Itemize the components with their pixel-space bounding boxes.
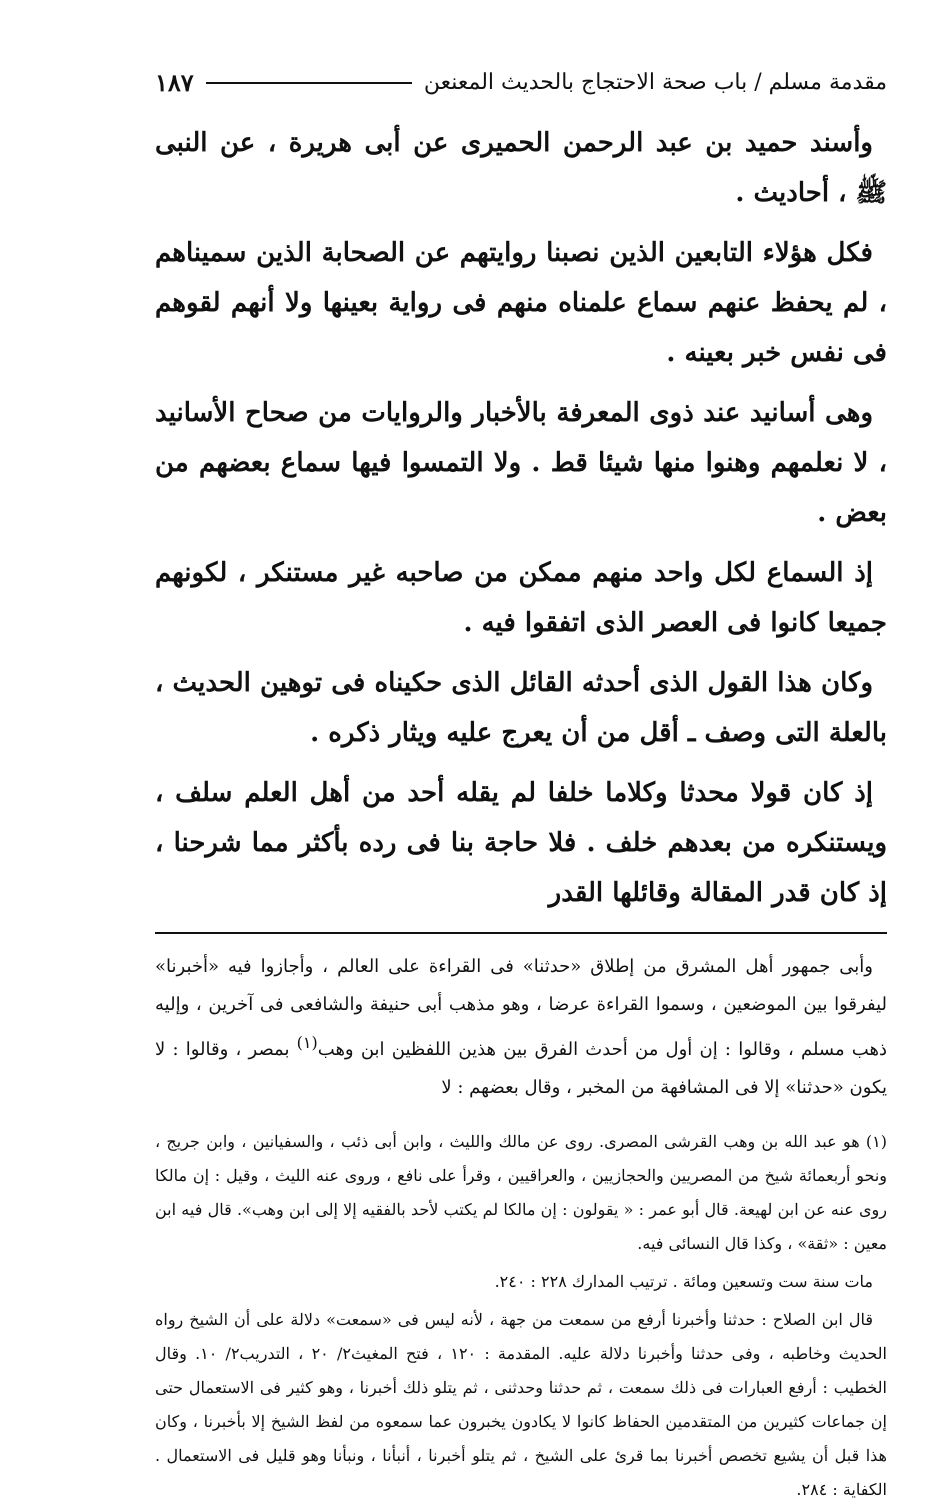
- commentary: [155, 948, 887, 1107]
- main-paragraph: إذ السماع لكل واحد منهم ممكن من صاحبه غير مستنكر ، لكونهم جميعا كانوا فى العصر الذى اتفقوا فيه .: [155, 558, 887, 638]
- footnote-paragraph: (١) هو عبد الله بن وهب القرشى المصرى. روى عن مالك والليث ، وابن أبى ذئب ، والسفيانين ، وابن جريج ، ونحو أربعمائة شيخ من المصريين والحجازيين ، والعراقيين ، وقرأ على نافع ، وروى عنه الليث ، وقيل : إن مالكا روى عنه عن ابن لهيعة. قال أبو عمر : « يقولون : إن مالكا لم يكتب لأحد بالفقيه إلا إلى ابن وهب». قال فيه ابن معين : «ثقة» ، وكذا قال النسائى فيه.: [155, 1132, 887, 1253]
- running-header-title: مقدمة مسلم / باب صحة الاحتجاج بالحديث المعنعن: [423, 70, 887, 95]
- footnote-paragraph: قال ابن الصلاح : حدثنا وأخبرنا أرفع من سمعت من جهة ، لأنه ليس فى «سمعت» دلالة على أن الشيخ رواه الحديث وخاطبه ، وفى حدثنا وأخبرنا دلالة عليه. المقدمة : ١٢٠ ، فتح المغيث٢/ ٢٠ ، التدريب٢/ ١٠. وقال الخطيب : أرفع العبارات فى ذلك سمعت ، ثم حدثنا وحدثنى ، ثم يتلو ذلك أخبرنا ، وهو كثير فى الاستعمال حتى إن جماعات كثيرين من المتقدمين الحفاظ كانوا لا يكادون يخبرون عما سمعوه من لفظ الشيخ إلا بأخبرنا ، وكان هذا قبل أن يشيع تخصص أخبرنا بما قرئ على الشيخ ، ثم يتلو أخبرنا ، أنبأنا ، ونبأنا وهو قليل فى الاستعمال . الكفاية : ٢٨٤.: [155, 1310, 887, 1499]
- footnote-paragraph: مات سنة ست وتسعين ومائة . ترتيب المدارك ٢٢٨ : ٢٤٠.: [494, 1272, 873, 1291]
- main-text: [155, 118, 887, 918]
- commentary-paragraph: [155, 948, 887, 1107]
- book-page: [155, 62, 887, 1499]
- footnote-reference-mark: (١): [296, 1033, 318, 1052]
- main-paragraph: إذ كان قولا محدثا وكلاما خلفا لم يقله أحد من أهل العلم سلف ، ويستنكره من بعدهم خلف . فلا حاجة بنا فى رده بأكثر مما شرحنا ، إذ كان قدر المقالة وقائلها القدر: [155, 778, 887, 908]
- page-number: ١٨٧: [155, 68, 194, 97]
- header-rule: [206, 82, 412, 84]
- commentary-text: وأبى جمهور أهل المشرق من إطلاق «حدثنا» فى القراءة على العالم ، وأجازوا فيه «أخبرنا» ليفرقوا بين الموضعين ، وسموا القراءة عرضا ، وهو مذهب أبى حنيفة والشافعى فى آخرين ، وإليه ذهب مسلم ، وقالوا : إن أول من أحدث الفرق بين هذين اللفظين ابن وهب: [155, 956, 887, 1060]
- main-paragraph: وأسند حميد بن عبد الرحمن الحميرى عن أبى هريرة ، عن النبى ﷺ ، أحاديث .: [155, 128, 887, 208]
- running-header: [155, 62, 887, 104]
- notes-separator-rule: [155, 932, 887, 934]
- main-paragraph: فكل هؤلاء التابعين الذين نصبنا روايتهم عن الصحابة الذين سميناهم ، لم يحفظ عنهم سماع علمناه منهم فى رواية بعينها ولا أنهم لقوهم فى نفس خبر بعينه .: [155, 238, 887, 368]
- commentary-text-continued: بمصر ، وقالوا : لا يكون «حدثنا» إلا فى المشافهة من المخبر ، وقال بعضهم : لا: [155, 1039, 887, 1098]
- main-paragraph: وهى أسانيد عند ذوى المعرفة بالأخبار والروايات من صحاح الأسانيد ، لا نعلمهم وهنوا منها شيئا قط . ولا التمسوا فيها سماع بعضهم من بعض .: [155, 398, 887, 528]
- main-paragraph: وكان هذا القول الذى أحدثه القائل الذى حكيناه فى توهين الحديث ، بالعلة التى وصف ـ أقل من أن يعرج عليه ويثار ذكره .: [155, 668, 887, 748]
- footnotes: [155, 1125, 887, 1507]
